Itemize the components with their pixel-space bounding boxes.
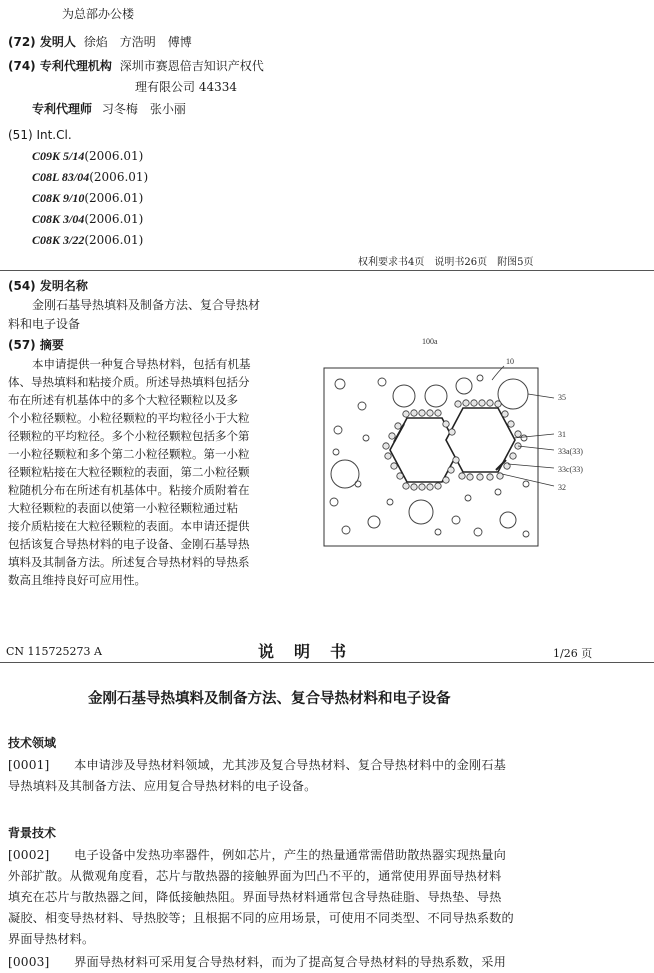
- spec-title: 金刚石基导热填料及制备方法、复合导热材料和电子设备: [88, 691, 451, 707]
- figure-label-100a: 100a: [422, 337, 438, 346]
- paragraph-0002-line: 凝胶、相变导热材料、导热胶等；且根据不同的应用场景，可使用不同类型、不同导热系数的: [8, 911, 514, 925]
- abstract-line: 数高且维持良好可应用性。: [8, 573, 146, 587]
- section-heading: 技术领域: [8, 736, 57, 750]
- class-entry: C08K 9/10(2006.01): [32, 191, 144, 205]
- abstract-line: 填料及其制备方法。所述复合导热材料的导热系: [8, 555, 250, 569]
- spec-heading: 说 明 书: [258, 642, 349, 661]
- abstract-line: 径颗粒粘接在大粒径颗粒的表面，第二小粒径颗: [8, 465, 250, 479]
- abstract-line: 本申请提供一种复合导热材料，包括有机基: [32, 357, 251, 371]
- abstract-line: 包括该复合导热材料的电子设备、金刚石基导热: [8, 537, 250, 551]
- class-entry: C08L 83/04(2006.01): [32, 170, 149, 184]
- paragraph-0001-line: [0001] 本申请涉及导热材料领域，尤其涉及复合导热材料、复合导热材料中的金刚石基: [8, 758, 506, 772]
- inventor-row: [8, 33, 192, 50]
- agency-row: [8, 57, 264, 74]
- paragraph-0003-line: [0003] 界面导热材料可采用复合导热材料，而为了提高复合导热材料的导热系数，采用: [8, 955, 506, 969]
- abstract-line: 个小粒径颗粒。小粒径颗粒的平均粒径小于大粒: [8, 411, 250, 425]
- abstract-line: 径颗粒的平均粒径。多个小粒径颗粒包括多个第: [8, 429, 250, 443]
- page-counts: 权利要求书4页 说明书26页 附图5页: [358, 257, 534, 268]
- abstract-figure: [318, 334, 654, 550]
- abstract-line: 体、导热填料和粘接介质。所述导热填料包括分: [8, 375, 250, 389]
- title-label: (54) 发明名称: [8, 279, 88, 293]
- abstract-line: 大粒径颗粒的表面以使第一小粒径颗粒通过粘: [8, 501, 238, 515]
- inventor-names: 徐焰 方浩明 傅博: [83, 35, 192, 49]
- class-entry: C08K 3/04(2006.01): [32, 212, 144, 226]
- invention-title-line: 金刚石基导热填料及制备方法、复合导热材: [32, 298, 261, 312]
- paragraph-0002-line: 界面导热材料。: [8, 932, 95, 946]
- figure-label-31: 31: [558, 430, 566, 439]
- publication-number: CN 115725273 A: [6, 645, 102, 658]
- page-number: 1/26 页: [553, 647, 593, 660]
- agent-label: 专利代理师: [32, 102, 93, 116]
- agent-names: 习冬梅 张小丽: [101, 102, 186, 116]
- class-entry: C08K 3/22(2006.01): [32, 233, 144, 247]
- figure-label-35: 35: [558, 393, 566, 402]
- abstract-line: 接介质粘接在大粒径颗粒的表面。本申请还提供: [8, 519, 250, 533]
- class-entry: C09K 5/14(2006.01): [32, 149, 144, 163]
- inventor-label: (72) 发明人: [8, 35, 76, 49]
- invention-title-line: 料和电子设备: [8, 317, 81, 331]
- agency-name-cont: 理有限公司 44334: [135, 80, 237, 94]
- intcl-label: (51) Int.Cl.: [8, 128, 72, 142]
- paragraph-0002-line: 填充在芯片与散热器之间，降低接触热阻。界面导热材料通常包含导热硅脂、导热垫、导热: [8, 890, 502, 904]
- abstract-line: 粒随机分布在所述有机基体中。粘接介质附着在: [8, 483, 250, 497]
- agent-row: [32, 100, 186, 117]
- paragraph-0001-line: 导热填料及其制备方法、应用复合导热材料的电子设备。: [8, 779, 317, 793]
- paragraph-0002-line: [0002] 电子设备中发热功率器件，例如芯片，产生的热量通常需借助散热器实现热量向: [8, 848, 506, 862]
- agency-label: (74) 专利代理机构: [8, 59, 112, 73]
- figure-label-10: 10: [506, 357, 514, 366]
- figure-label-33a: 33a(33): [558, 447, 583, 456]
- figure-label-32: 32: [558, 483, 566, 492]
- header-rule: [0, 662, 654, 663]
- front-divider: [0, 270, 654, 271]
- paragraph-0002-line: 外部扩散。从微观角度看，芯片与散热器的接触界面为凹凸不平的，通常使用界面导热材料: [8, 869, 502, 883]
- abstract-label: (57) 摘要: [8, 338, 64, 352]
- figure-label-33c: 33c(33): [558, 465, 583, 474]
- abstract-line: 一小粒径颗粒和多个第二小粒径颗粒。第一小粒: [8, 447, 250, 461]
- address-continuation: 为总部办公楼: [62, 7, 135, 21]
- abstract-line: 布在所述有机基体中的多个大粒径颗粒以及多: [8, 393, 238, 407]
- agency-name: 深圳市赛恩倍吉知识产权代: [119, 59, 264, 73]
- section-heading: 背景技术: [8, 826, 57, 840]
